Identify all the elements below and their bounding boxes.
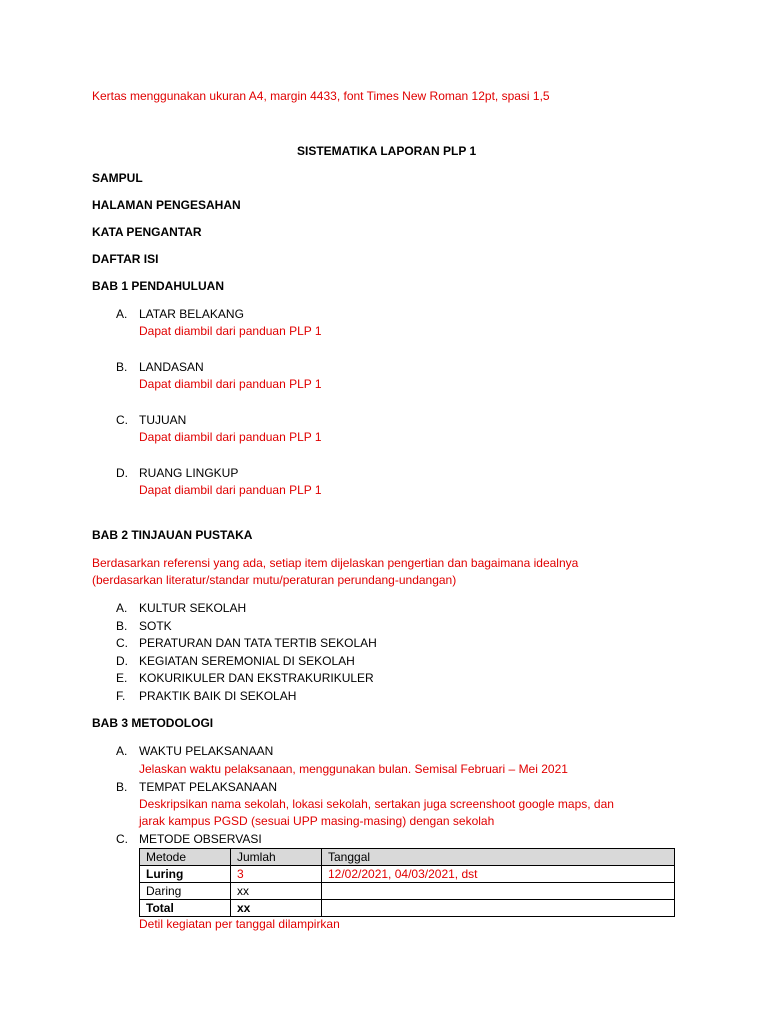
list-letter: B. — [116, 619, 128, 633]
bab2-note-line1: Berdasarkan referensi yang ada, setiap item dijelaskan pengertian dan bagaimana idealnya — [92, 556, 579, 570]
bab1-item-d-note: Dapat diambil dari panduan PLP 1 — [139, 483, 322, 497]
table-note: Detil kegiatan per tanggal dilampirkan — [139, 917, 340, 931]
list-item-label: LATAR BELAKANG — [139, 307, 244, 321]
bab3-item-b-note-line2: jarak kampus PGSD (sesuai UPP masing-masing) dengan sekolah — [139, 814, 495, 828]
table-cell: Luring — [140, 866, 231, 883]
table-cell: 12/02/2021, 04/03/2021, dst — [322, 866, 675, 883]
list-letter: F. — [116, 689, 126, 703]
list-letter: C. — [116, 832, 128, 846]
bab1-heading: BAB 1 PENDAHULUAN — [92, 279, 225, 293]
list-item-label: KULTUR SEKOLAH — [139, 601, 247, 615]
list-letter: D. — [116, 466, 128, 480]
front-matter-pengesahan: HALAMAN PENGESAHAN — [92, 198, 241, 212]
list-letter: C. — [116, 413, 128, 427]
table-cell — [322, 883, 675, 900]
table-cell: xx — [231, 883, 322, 900]
table-cell — [322, 900, 675, 917]
list-letter: C. — [116, 636, 128, 650]
front-matter-sampul: SAMPUL — [92, 171, 143, 185]
format-note: Kertas menggunakan ukuran A4, margin 4433, font Times New Roman 12pt, spasi 1,5 — [92, 89, 550, 103]
list-item-label: SOTK — [139, 619, 172, 633]
page-title: SISTEMATIKA LAPORAN PLP 1 — [297, 144, 477, 158]
list-letter: B. — [116, 360, 128, 374]
list-letter: D. — [116, 654, 128, 668]
list-letter: E. — [116, 671, 128, 685]
front-matter-kata-pengantar: KATA PENGANTAR — [92, 225, 202, 239]
table-header-cell: Jumlah — [231, 849, 322, 866]
list-item-label: TEMPAT PELAKSANAAN — [139, 780, 278, 794]
table-row — [140, 900, 675, 917]
bab1-item-a-note: Dapat diambil dari panduan PLP 1 — [139, 324, 322, 338]
list-item-label: METODE OBSERVASI — [139, 832, 262, 846]
bab1-item-c-note: Dapat diambil dari panduan PLP 1 — [139, 430, 322, 444]
table-cell: Total — [140, 900, 231, 917]
bab3-heading: BAB 3 METODOLOGI — [92, 716, 214, 730]
observation-table — [139, 848, 675, 917]
list-item-label: PERATURAN DAN TATA TERTIB SEKOLAH — [139, 636, 377, 650]
table-row — [140, 866, 675, 883]
front-matter-daftar-isi: DAFTAR ISI — [92, 252, 159, 266]
list-item-label: TUJUAN — [139, 413, 187, 427]
table-header-cell: Metode — [140, 849, 231, 866]
bab1-item-b-note: Dapat diambil dari panduan PLP 1 — [139, 377, 322, 391]
list-item-label: WAKTU PELAKSANAAN — [139, 744, 274, 758]
table-cell: 3 — [231, 866, 322, 883]
list-letter: A. — [116, 601, 128, 615]
bab2-note-line2: (berdasarkan literatur/standar mutu/peraturan perundang-undangan) — [92, 573, 457, 587]
list-item-label: KOKURIKULER DAN EKSTRAKURIKULER — [139, 671, 374, 685]
list-item-label: KEGIATAN SEREMONIAL DI SEKOLAH — [139, 654, 355, 668]
bab2-heading: BAB 2 TINJAUAN PUSTAKA — [92, 528, 253, 542]
list-letter: A. — [116, 307, 128, 321]
table-header-cell: Tanggal — [322, 849, 675, 866]
list-letter: A. — [116, 744, 128, 758]
table-header-row — [140, 849, 675, 866]
table-cell: Daring — [140, 883, 231, 900]
list-item-label: RUANG LINGKUP — [139, 466, 239, 480]
list-item-label: PRAKTIK BAIK DI SEKOLAH — [139, 689, 297, 703]
table-row — [140, 883, 675, 900]
list-item-label: LANDASAN — [139, 360, 204, 374]
bab3-item-a-note: Jelaskan waktu pelaksanaan, menggunakan bulan. Semisal Februari – Mei 2021 — [139, 762, 568, 776]
table-cell: xx — [231, 900, 322, 917]
bab3-item-b-note-line1: Deskripsikan nama sekolah, lokasi sekolah, sertakan juga screenshoot google maps, dan — [139, 797, 614, 811]
list-letter: B. — [116, 780, 128, 794]
